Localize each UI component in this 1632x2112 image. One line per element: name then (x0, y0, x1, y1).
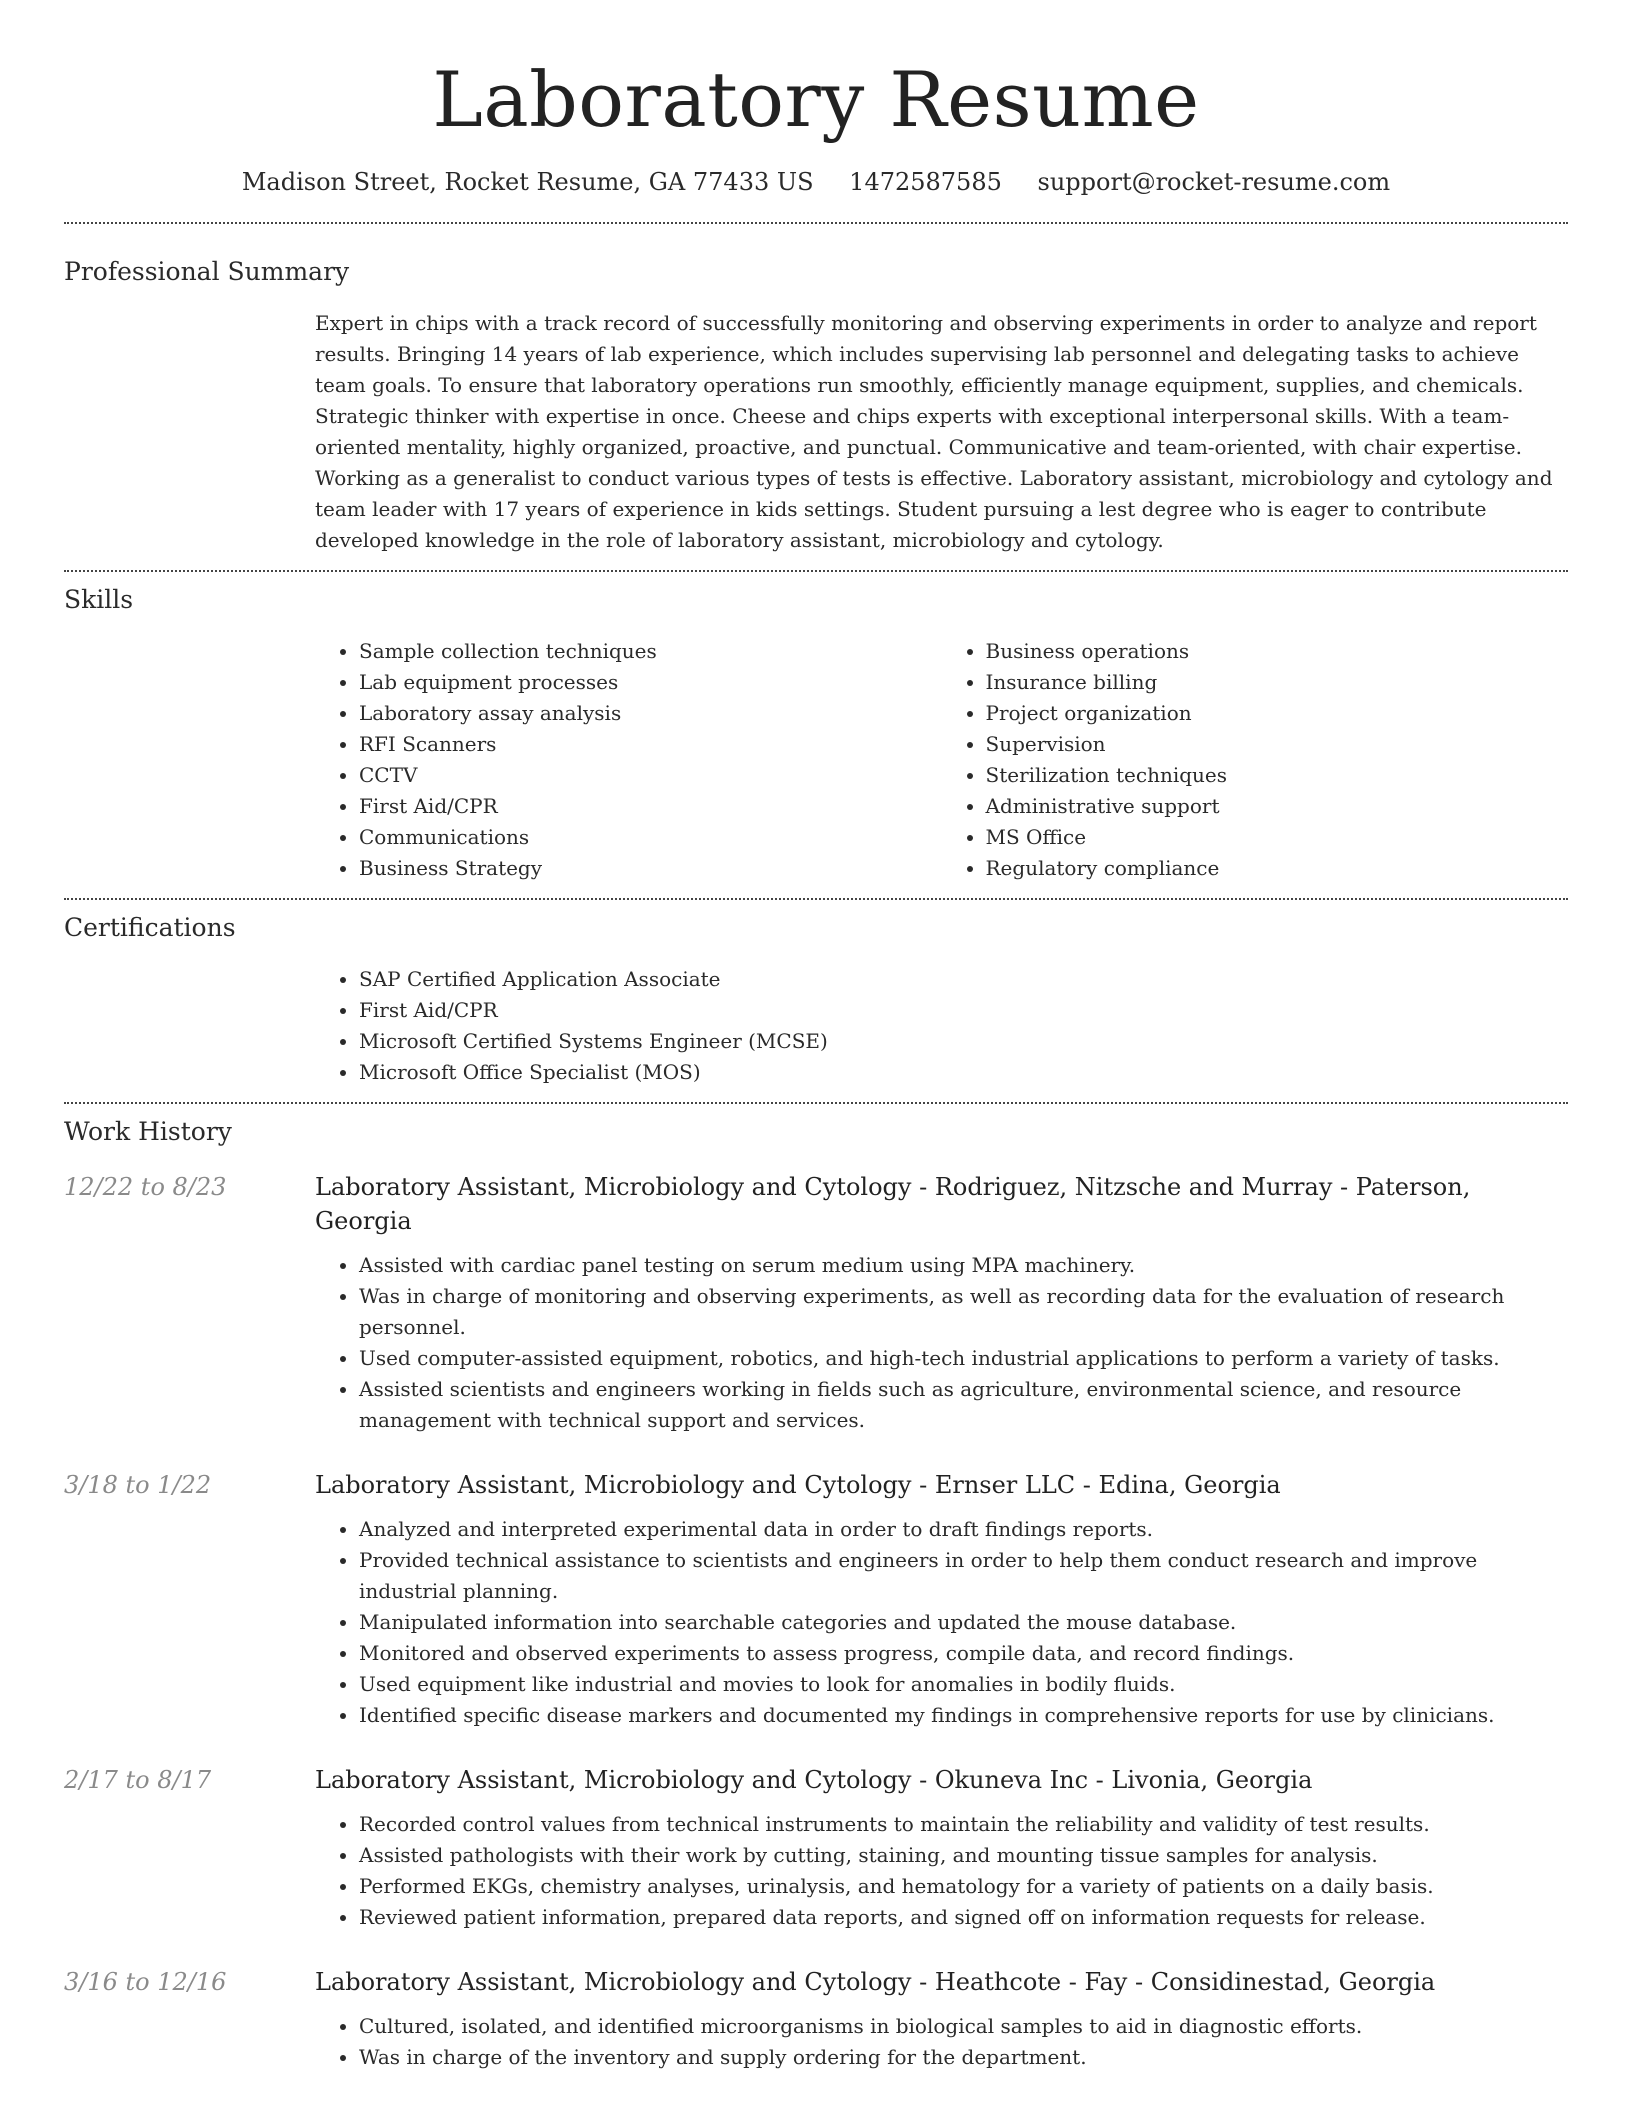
job-bullet: • Identified specific disease markers and documented my findings in comprehensive reports for use by clinicians. (359, 1700, 1568, 1731)
contact-address: Madison Street, Rocket Resume, GA 77433 US (241, 168, 814, 196)
skill-item: • MS Office (986, 822, 1569, 853)
skill-item: • Laboratory assay analysis (359, 698, 942, 729)
job-bullet: • Assisted pathologists with their work by cutting, staining, and mounting tissue samples for analysis. (359, 1840, 1568, 1871)
job-bullet: • Manipulated information into searchable categories and updated the mouse database. (359, 1607, 1568, 1638)
skills-list-right (942, 636, 1569, 884)
job-bullet: • Provided technical assistance to scientists and engineers in order to help them conduct research and improve industrial planning. (359, 1545, 1568, 1607)
section-title-skills: Skills (64, 585, 134, 614)
skill-item: • RFI Scanners (359, 729, 942, 760)
job-dates: 3/16 to 12/16 (64, 1968, 227, 1996)
job-title: Laboratory Assistant, Microbiology and Cytology - Okuneva Inc - Livonia, Georgia (315, 1766, 1313, 1794)
job-bullet: • Analyzed and interpreted experimental data in order to draft findings reports. (359, 1514, 1568, 1545)
skill-item: • Business Strategy (359, 853, 942, 884)
job-bullet: • Used equipment like industrial and movies to look for anomalies in bodily fluids. (359, 1669, 1568, 1700)
job-bullet-list (315, 2011, 1568, 2073)
skills-list-left (315, 636, 942, 884)
job-dates: 2/17 to 8/17 (64, 1766, 212, 1794)
contact-phone: 1472587585 (849, 168, 1002, 196)
skill-item: • Business operations (986, 636, 1569, 667)
job-bullet: • Recorded control values from technical instruments to maintain the reliability and validity of test results. (359, 1809, 1568, 1840)
job-bullet-list (315, 1514, 1568, 1731)
job-bullet: • Used computer-assisted equipment, robotics, and high-tech industrial applications to perform a variety of tasks. (359, 1343, 1568, 1374)
skill-item: • First Aid/CPR (359, 791, 942, 822)
job-bullet: • Cultured, isolated, and identified microorganisms in biological samples to aid in diagnostic efforts. (359, 2011, 1568, 2042)
skill-item: • Regulatory compliance (986, 853, 1569, 884)
job-entry (64, 1763, 1568, 1933)
contact-email: support@rocket-resume.com (1037, 168, 1391, 196)
skill-item: • Administrative support (986, 791, 1569, 822)
certification-item: • First Aid/CPR (359, 995, 1568, 1026)
job-bullet-list (315, 1809, 1568, 1933)
summary-section (64, 224, 1568, 570)
certifications-section (64, 900, 1568, 1102)
job-bullet: • Was in charge of monitoring and observing experiments, as well as recording data for the evaluation of research personnel. (359, 1281, 1568, 1343)
job-bullet: • Reviewed patient information, prepared data reports, and signed off on information requests for release. (359, 1902, 1568, 1933)
job-title: Laboratory Assistant, Microbiology and Cytology - Heathcote - Fay - Considinestad, Georgia (315, 1968, 1436, 1996)
job-bullet-list (315, 1250, 1568, 1436)
job-bullet: • Was in charge of the inventory and supply ordering for the department. (359, 2042, 1568, 2073)
section-title-summary: Professional Summary (64, 257, 350, 286)
job-title: Laboratory Assistant, Microbiology and Cytology - Rodriguez, Nitzsche and Murray - Paterson, Georgia (315, 1173, 1471, 1235)
contact-line (64, 166, 1568, 198)
skill-item: • Insurance billing (986, 667, 1569, 698)
skills-section (64, 572, 1568, 898)
job-dates: 3/18 to 1/22 (64, 1471, 212, 1499)
job-bullet: • Performed EKGs, chemistry analyses, urinalysis, and hematology for a variety of patients on a daily basis. (359, 1871, 1568, 1902)
skill-item: • Lab equipment processes (359, 667, 942, 698)
skill-item: • Communications (359, 822, 942, 853)
section-title-work-history: Work History (64, 1117, 232, 1146)
job-title: Laboratory Assistant, Microbiology and Cytology - Ernser LLC - Edina, Georgia (315, 1471, 1281, 1499)
resume-title: Laboratory Resume (432, 55, 1200, 144)
work-history-section (64, 1104, 1568, 2073)
skill-item: • Project organization (986, 698, 1569, 729)
section-title-certifications: Certifications (64, 913, 236, 942)
certification-item: • Microsoft Certified Systems Engineer (MCSE) (359, 1026, 1568, 1057)
certification-item: • Microsoft Office Specialist (MOS) (359, 1057, 1568, 1088)
job-bullet: • Monitored and observed experiments to assess progress, compile data, and record findings. (359, 1638, 1568, 1669)
resume-page (64, 0, 1568, 2073)
job-entry (64, 1468, 1568, 1731)
job-entry (64, 1965, 1568, 2073)
skill-item: • Sterilization techniques (986, 760, 1569, 791)
summary-text: Expert in chips with a track record of successfully monitoring and observing experiments in order to analyze and report results. Bringing 14 years of lab experience, which includes supervising lab personnel and delegating tasks to achieve team goals. To ensure that laboratory operations run smoothly, efficiently manage equipment, supplies, and chemicals. Strategic thinker with expertise in once. Cheese and chips experts with exceptional interpersonal skills. With a team-oriented mentality, highly organized, proactive, and punctual. Communicative and team-oriented, with chair expertise. Working as a generalist to conduct various types of tests is effective. Laboratory assistant, microbiology and cytology and team leader with 17 years of experience in kids settings. Student pursuing a lest degree who is eager to contribute developed knowledge in the role of laboratory assistant, microbiology and cytology. (315, 311, 1553, 552)
resume-header (64, 0, 1568, 198)
skill-item: • CCTV (359, 760, 942, 791)
job-bullet: • Assisted with cardiac panel testing on serum medium using MPA machinery. (359, 1250, 1568, 1281)
certifications-list (315, 964, 1568, 1088)
job-dates: 12/22 to 8/23 (64, 1173, 227, 1201)
skill-item: • Sample collection techniques (359, 636, 942, 667)
job-bullet: • Assisted scientists and engineers working in fields such as agriculture, environmental science, and resource management with technical support and services. (359, 1374, 1568, 1436)
job-entry (64, 1170, 1568, 1436)
skill-item: • Supervision (986, 729, 1569, 760)
certification-item: • SAP Certified Application Associate (359, 964, 1568, 995)
